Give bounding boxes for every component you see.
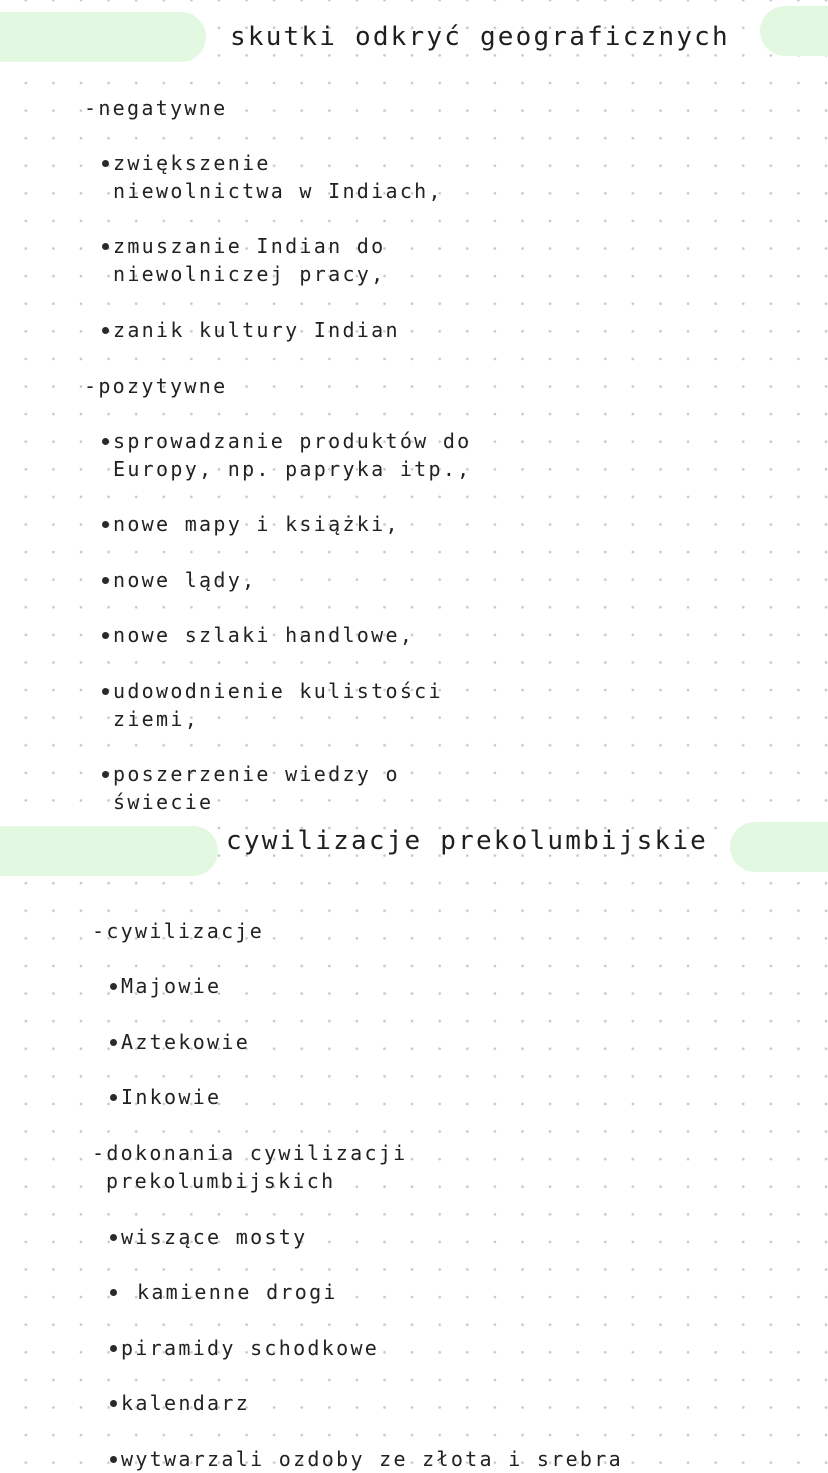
list-item: nowe mapy i książki, (113, 512, 400, 536)
section-title-cywilizacje: cywilizacje prekolumbijskie (226, 826, 709, 856)
bullet-icon (102, 327, 109, 334)
bullet-icon (102, 160, 109, 167)
list-item: zwiększenie (113, 151, 271, 175)
heading-dokonania: -dokonania cywilizacji (92, 1141, 408, 1165)
section-title-skutki: skutki odkryć geograficznych (230, 22, 730, 52)
title-highlight-right (760, 6, 828, 56)
list-item: zmuszanie Indian do (113, 234, 386, 258)
list-item: Inkowie (121, 1085, 222, 1109)
bullet-icon (102, 688, 109, 695)
list-item: wytwarzali ozdoby ze złota i srebra (121, 1447, 623, 1471)
list-item: udowodnienie kulistości (113, 679, 443, 703)
bullet-icon (110, 1039, 117, 1046)
heading-pozytywne: -pozytywne (84, 374, 228, 398)
bullet-icon (110, 1400, 117, 1407)
list-item-cont: świecie (113, 790, 214, 814)
list-item: nowe szlaki handlowe, (113, 623, 415, 647)
list-item-cont: niewolnictwa w Indiach, (113, 179, 443, 203)
list-item: sprowadzanie produktów do (113, 429, 472, 453)
bullet-icon (102, 577, 109, 584)
title-highlight-right (730, 822, 828, 872)
bullet-icon (102, 521, 109, 528)
list-item: kalendarz (121, 1391, 251, 1415)
bullet-icon (102, 632, 109, 639)
list-item: zanik kultury Indian (113, 318, 400, 342)
bullet-icon (110, 1345, 117, 1352)
list-item: kamienne drogi (137, 1280, 338, 1304)
title-highlight-left (0, 12, 206, 62)
list-item-cont: Europy, np. papryka itp., (113, 457, 472, 481)
bullet-icon (110, 1289, 117, 1296)
bullet-icon (102, 243, 109, 250)
list-item: poszerzenie wiedzy o (113, 762, 400, 786)
bullet-icon (110, 1094, 117, 1101)
bullet-icon (110, 1234, 117, 1241)
heading-negatywne: -negatywne (84, 96, 228, 120)
list-item: nowe lądy, (113, 568, 257, 592)
list-item: Aztekowie (121, 1030, 251, 1054)
bullet-icon (102, 438, 109, 445)
list-item: Majowie (121, 974, 222, 998)
list-item: piramidy schodkowe (121, 1336, 380, 1360)
title-highlight-left (0, 826, 218, 876)
list-item-cont: niewolniczej pracy, (113, 262, 386, 286)
bullet-icon (102, 771, 109, 778)
heading-cywilizacje: -cywilizacje (92, 919, 265, 943)
list-item: wiszące mosty (121, 1225, 308, 1249)
bullet-icon (110, 983, 117, 990)
list-item-cont: ziemi, (113, 707, 200, 731)
bullet-icon (110, 1456, 117, 1463)
heading-dokonania-cont: prekolumbijskich (106, 1169, 336, 1193)
